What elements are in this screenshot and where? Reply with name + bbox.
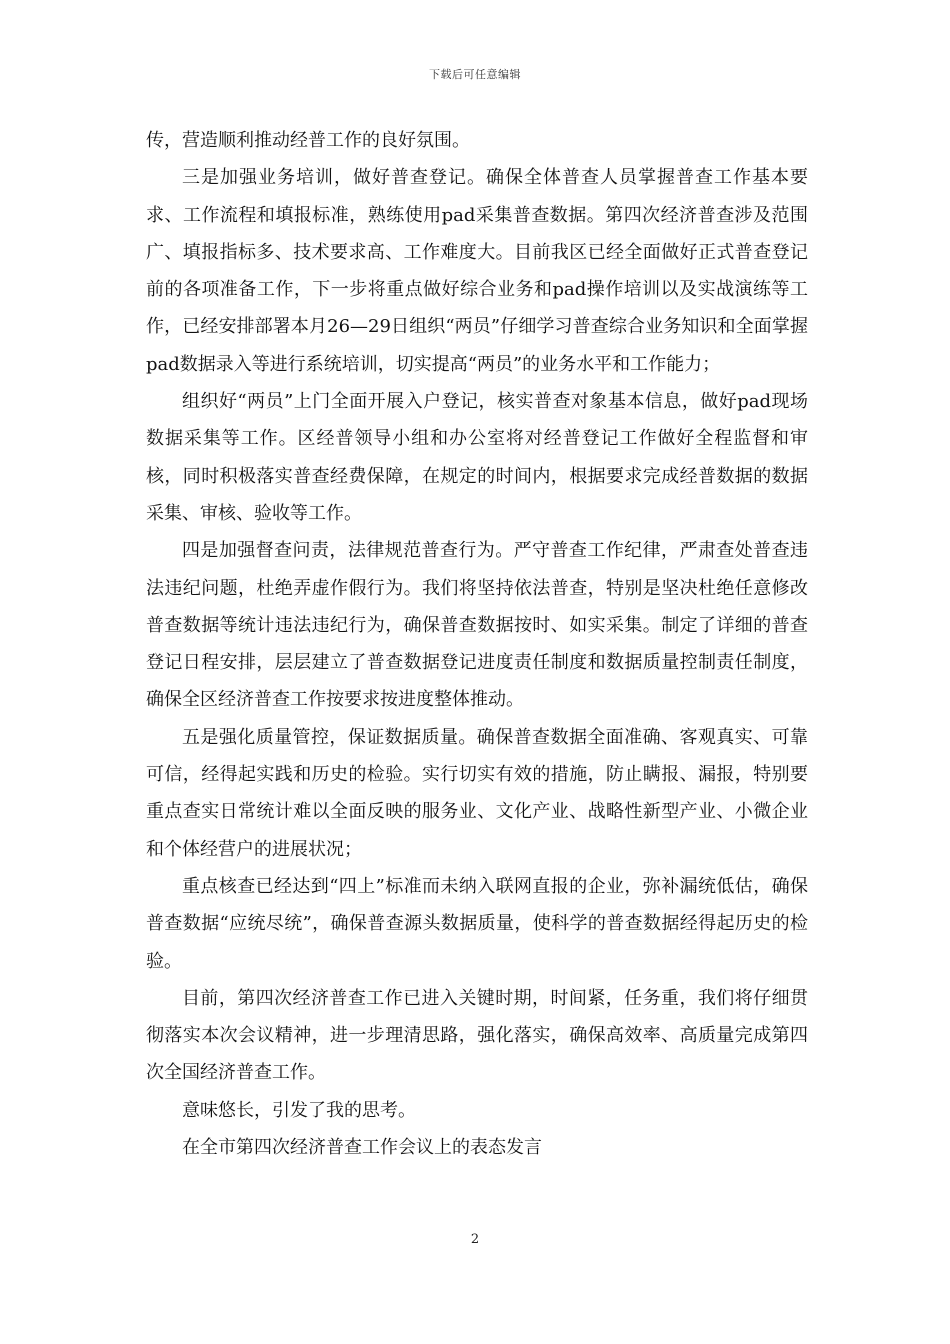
paragraph-verification: 重点核查已经达到“四上”标准而未纳入联网直报的企业，弥补漏统低估，确保普查数据“应统尽统”，确保普查源头数据质量，使科学的普查数据经得起历史的检验。: [146, 875, 808, 972]
paragraph-supervision: 四是加强督查问责，法律规范普查行为。严守普查工作纪律，严肃查处普查违法违纪问题，杜绝弄虚作假行为。我们将坚持依法普查，特别是坚决杜绝任意修改普查数据等统计违法违纪行为，确保普查数据按时、如实采集。制定了详细的普查登记日程安排，层层建立了普查数据登记进度责任制度和数据质量控制责任制度，确保全区经济普查工作按要求按进度整体推动。: [146, 540, 808, 711]
document-body: [146, 122, 808, 1166]
paragraph-registration: 组织好“两员”上门全面开展入户登记，核实普查对象基本信息，做好pad现场数据采集等工作。区经普领导小组和办公室将对经普登记工作做好全程监督和审核，同时积极落实普查经费保障，在规定的时间内，根据要求完成经普数据的数据采集、审核、验收等工作。: [146, 391, 808, 524]
paragraph-training: 三是加强业务培训，做好普查登记。确保全体普查人员掌握普查工作基本要求、工作流程和填报标准，熟练使用pad采集普查数据。第四次经济普查涉及范围广、填报指标多、技术要求高、工作难度大。目前我区已经全面做好正式普查登记前的各项准备工作，下一步将重点做好综合业务和pad操作培训以及实战演练等工作，已经安排部署本月26—29日组织“两员”仔细学习普查综合业务知识和全面掌握pad数据录入等进行系统培训，切实提高“两员”的业务水平和工作能力；: [146, 167, 808, 375]
paragraph-quality: 五是强化质量管控，保证数据质量。确保普查数据全面准确、客观真实、可靠可信，经得起实践和历史的检验。实行切实有效的措施，防止瞒报、漏报，特别要重点查实日常统计难以全面反映的服务业、文化产业、战略性新型产业、小微企业和个体经营户的进展状况；: [146, 726, 808, 860]
paragraph-reflection: 意味悠长，引发了我的思考。: [182, 1099, 416, 1121]
paragraph-continuation: 传，营造顺利推动经普工作的良好氛围。: [146, 130, 470, 151]
paragraph-conclusion: 目前，第四次经济普查工作已进入关键时期，时间紧，任务重，我们将仔细贯彻落实本次会议精神，进一步理清思路，强化落实，确保高效率、高质量完成第四次全国经济普查工作。: [146, 987, 808, 1084]
page-header: 下载后可任意编辑: [429, 68, 521, 81]
page-number: 2: [470, 1232, 480, 1247]
paragraph-title-note: 在全市第四次经济普查工作会议上的表态发言: [182, 1137, 542, 1159]
